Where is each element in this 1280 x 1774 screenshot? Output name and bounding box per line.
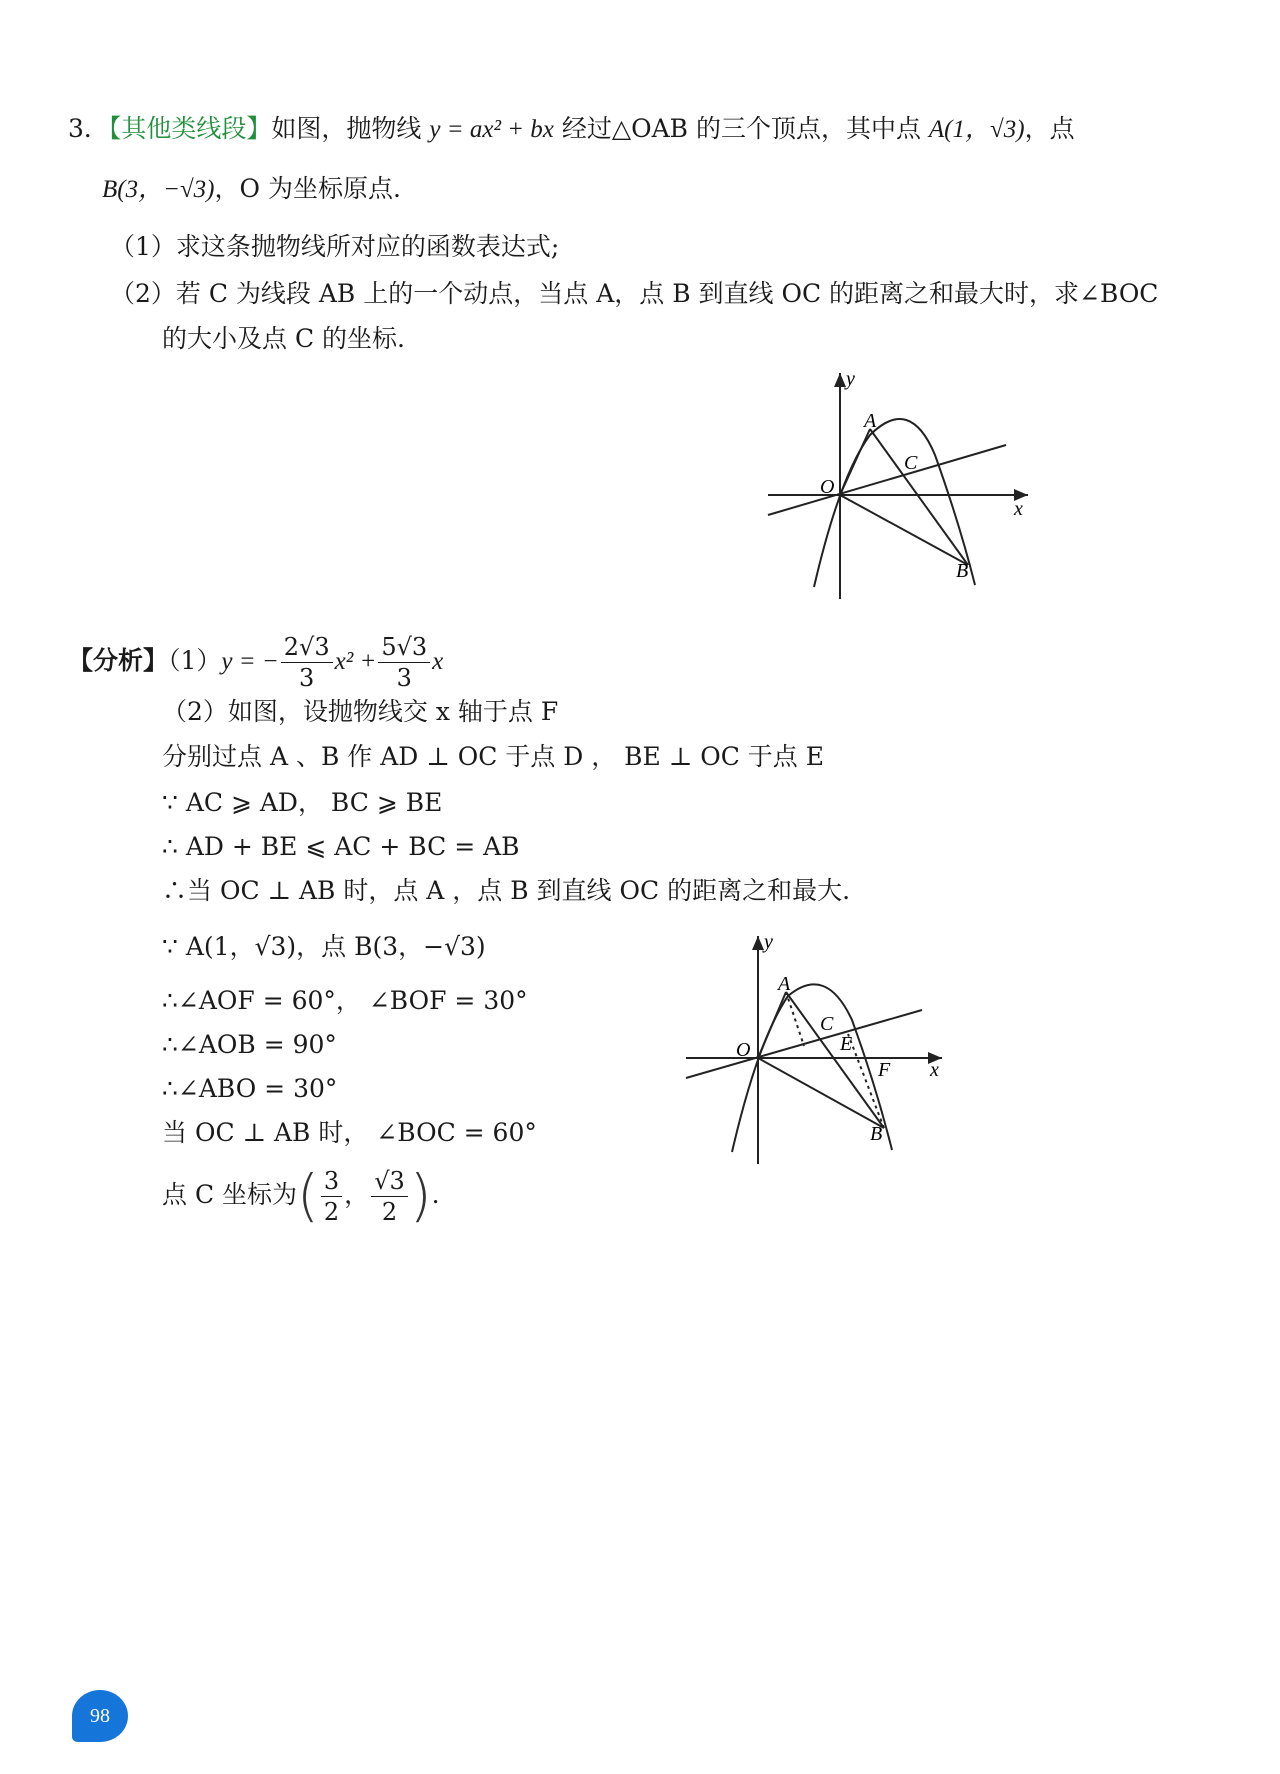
analysis-line-10: ∴∠ABO = 30° [162,1074,338,1103]
problem-text: 经过△OAB 的三个顶点，其中点 [553,114,929,143]
page-number-badge: 98 [72,1690,128,1742]
problem-text: 如图，抛物线 [271,114,430,143]
label-b: B [956,560,969,582]
label-x: x [930,1059,939,1081]
label-e: E [840,1033,853,1055]
segment-ob [758,1058,884,1128]
figure-1-parabola [760,365,1040,605]
segment-oa [758,992,786,1058]
fraction-1 [281,632,333,693]
numerator: 3 [321,1166,342,1197]
figure-2-parabola [680,930,950,1170]
parabola-equation: y = ax² + bx [429,116,554,143]
segment-ab [870,429,968,565]
parabola-curve [814,419,975,587]
perpendicular-ad [786,992,804,1046]
numerator: √3 [371,1166,408,1197]
question-2: （2）若 C 为线段 AB 上的一个动点，当点 A，点 B 到直线 OC 的距离之和最大时，求∠BOC [110,279,1159,308]
analysis-text: 点 C 坐标为 [162,1180,298,1209]
analysis-line-5: ∴ AD + BE ⩽ AC + BC = AB [162,832,520,861]
label-b: B [870,1123,883,1145]
denominator: 2 [381,1198,398,1226]
analysis-line-1 [68,632,443,693]
label-x: x [1014,498,1023,520]
analysis-text: （1） [168,646,222,675]
problem-text: ，点 [1024,114,1075,143]
analysis-text: y = − [221,648,279,675]
analysis-line-4: ∵ AC ⩾ AD， BC ⩾ BE [162,788,443,817]
problem-line-2 [102,172,401,207]
label-a: A [864,410,877,432]
question-2-cont: 的大小及点 C 的坐标. [162,324,405,353]
problem-line-1 [68,112,1075,147]
numerator: 5√3 [378,632,430,663]
analysis-line-2: （2）如图，设抛物线交 x 轴于点 F [162,697,559,726]
label-o: O [820,476,835,498]
label-c: C [820,1013,834,1035]
fraction-c-y [371,1166,408,1227]
label-o: O [736,1039,751,1061]
point-a-coord: A(1，√3) [928,116,1025,143]
analysis-label: 【分析】 [68,646,169,675]
y-axis-arrow [834,373,846,387]
denominator: 3 [396,664,412,692]
problem-number: 3． [68,114,109,143]
analysis-text: x [432,648,444,675]
analysis-text: x² + [334,648,377,675]
segment-ob [840,495,968,565]
problem-tag: 【其他类线段】 [108,114,272,143]
numerator: 2√3 [281,632,333,663]
segment-oa [840,429,870,495]
analysis-line-11: 当 OC ⊥ AB 时， ∠BOC = 60° [162,1118,537,1147]
analysis-text: . [431,1180,440,1209]
analysis-line-6: ∴当 OC ⊥ AB 时，点 A ，点 B 到直线 OC 的距离之和最大. [162,876,851,905]
perpendicular-be [848,1034,884,1128]
label-y: y [764,931,773,953]
analysis-line-7: ∵ A(1，√3)，点 B(3，−√3) [162,932,486,961]
fraction-c-x [321,1166,342,1227]
question-1: （1）求这条抛物线所对应的函数表达式; [110,232,560,261]
y-axis-arrow [752,936,764,950]
analysis-line-12: 点 C 坐标为( $\frac{3}{2}$ ， $\frac{√3}{2}$ ). [162,1163,440,1229]
label-c: C [904,452,918,474]
denominator: 3 [299,664,315,692]
fraction-2 [378,632,430,693]
segment-ab [786,992,884,1128]
label-f: F [878,1059,891,1081]
analysis-line-8: ∴∠AOF = 60°， ∠BOF = 30° [162,986,528,1015]
label-a: A [778,973,791,995]
point-b-coord: B(3，−√3) [102,176,215,203]
line-oc [768,445,1006,515]
label-y: y [846,368,855,390]
parabola-curve [732,984,892,1152]
analysis-line-9: ∴∠AOB = 90° [162,1030,337,1059]
denominator: 2 [323,1198,340,1226]
problem-text: ，O 为坐标原点. [214,174,401,203]
analysis-line-3: 分别过点 A 、B 作 AD ⊥ OC 于点 D ， BE ⊥ OC 于点 E [162,742,824,771]
